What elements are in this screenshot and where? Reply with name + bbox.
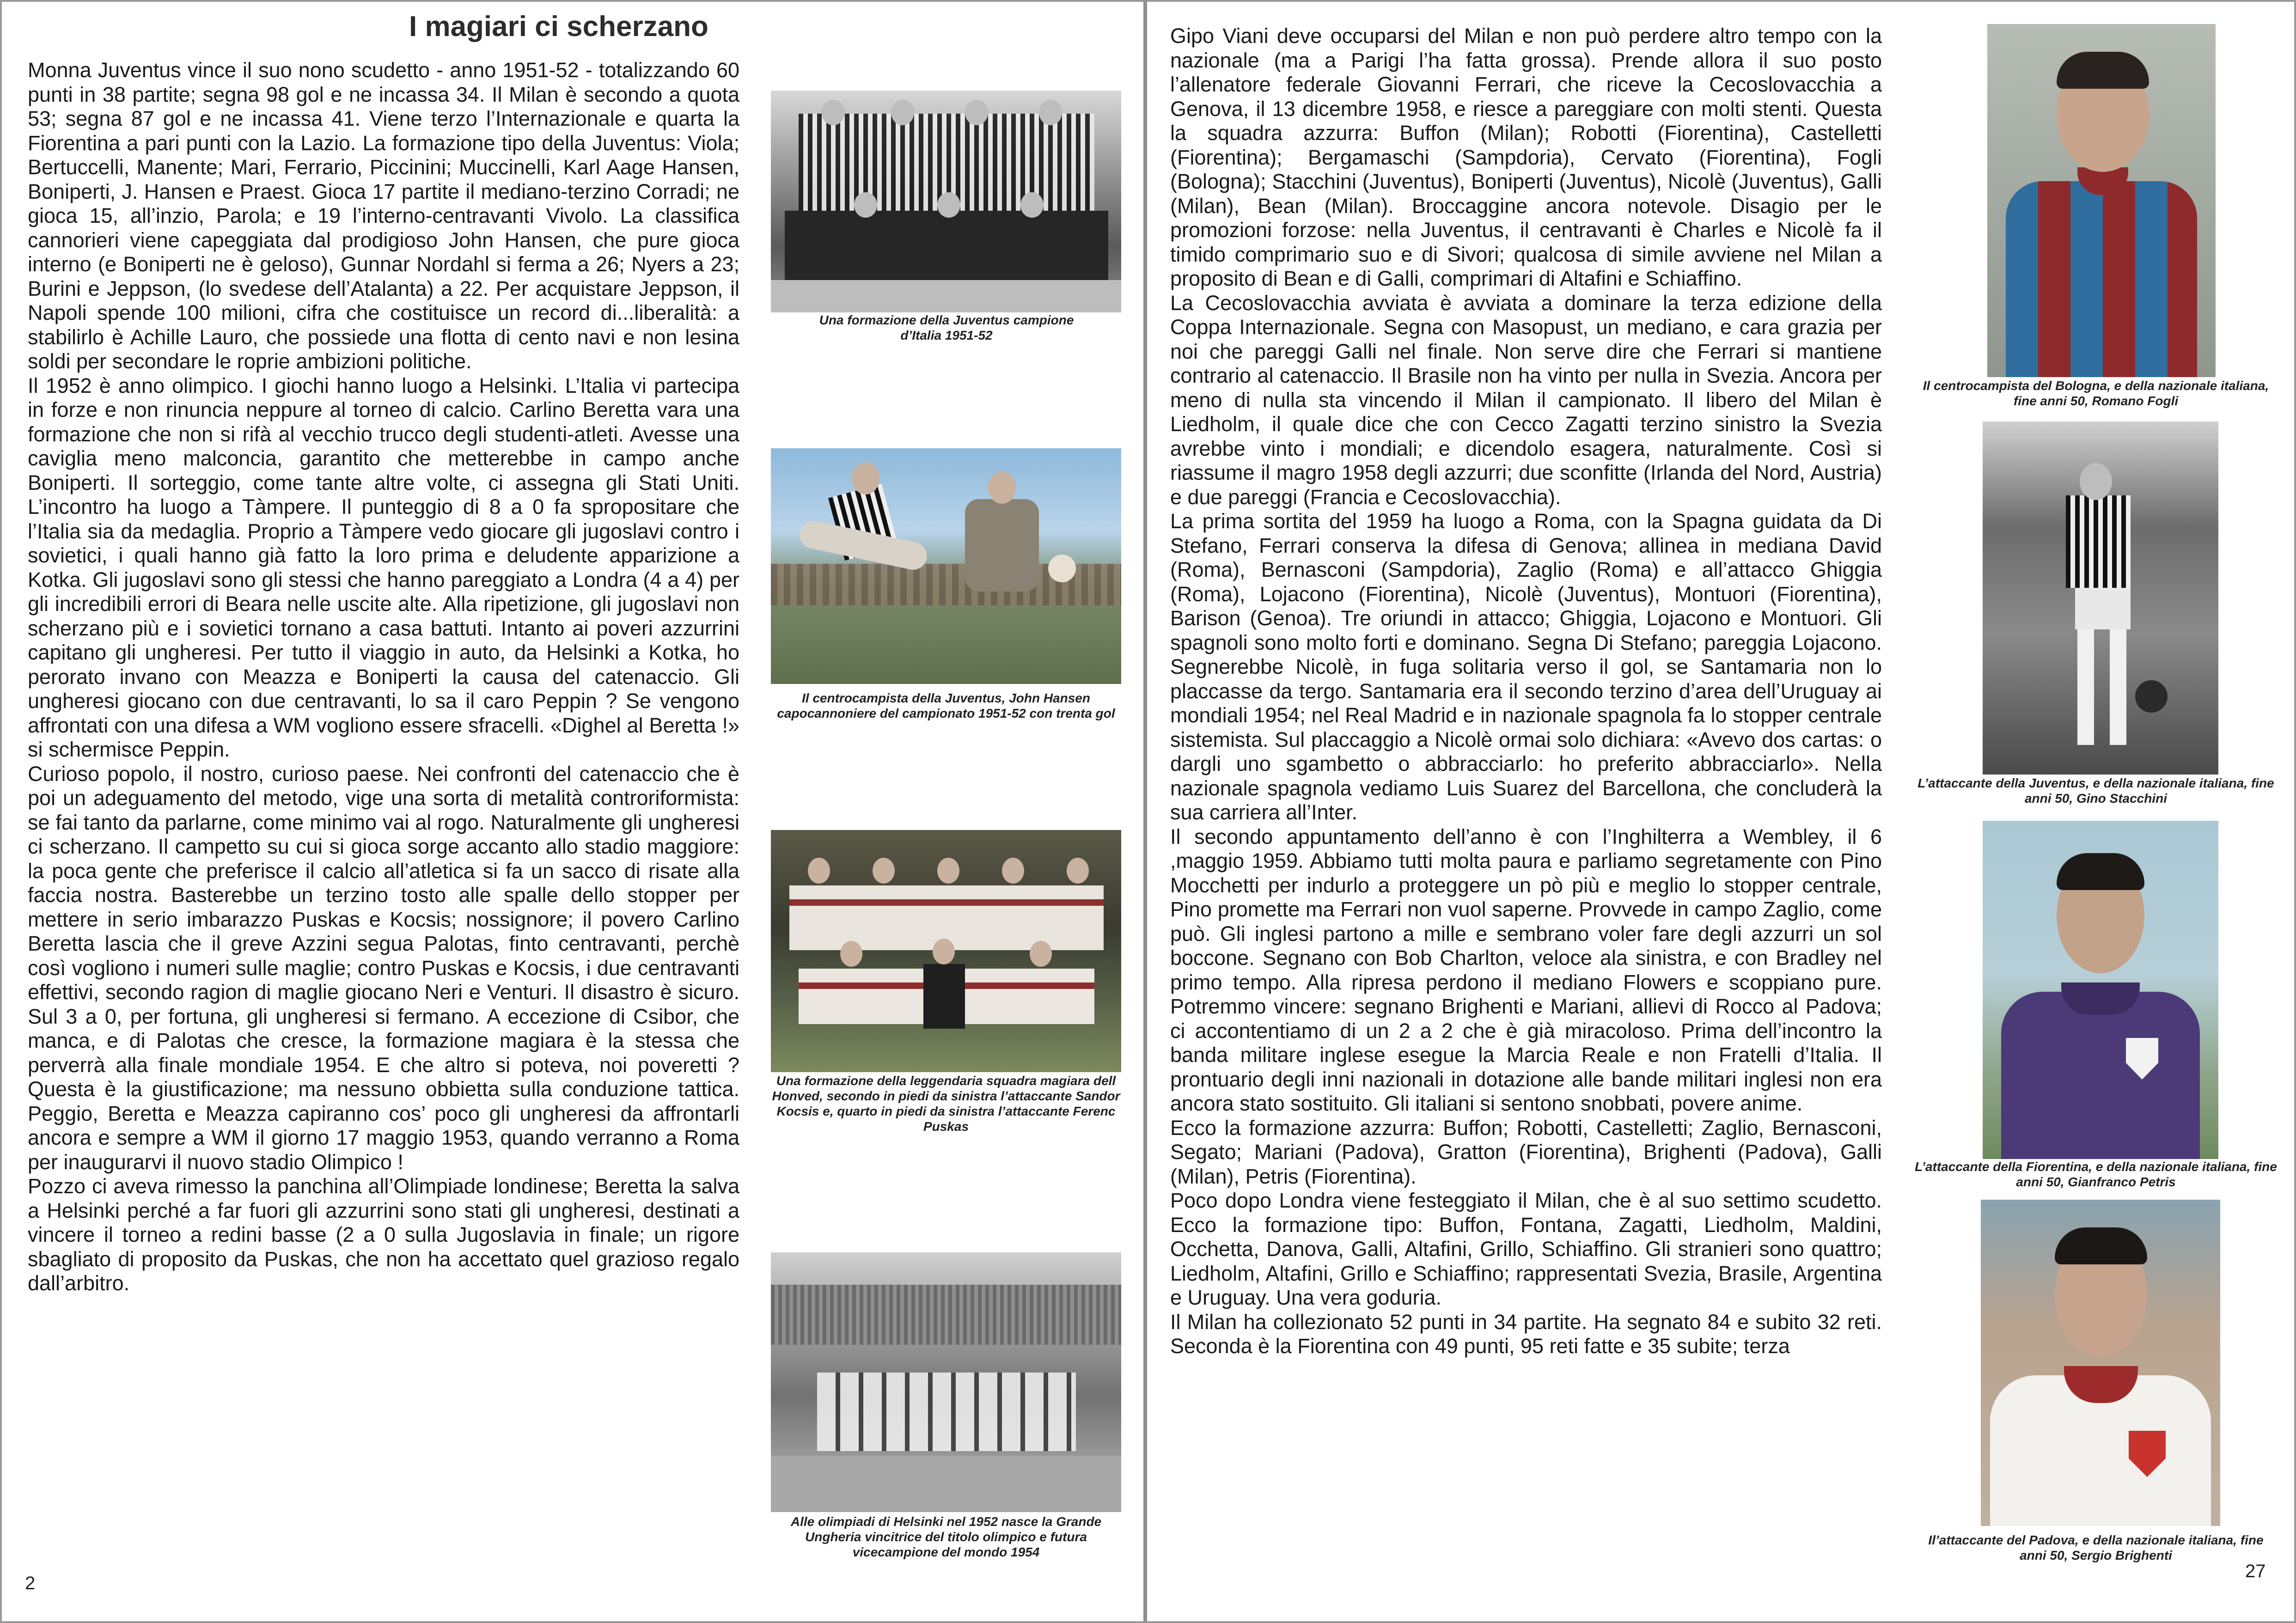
left-paragraph: Curioso popolo, il nostro, curioso paese. Nei confronti del catenaccio che è poi un adeguamento del metodo, vige una sorta di metalità controriformista: se fai tanto da parlarne, come minimo vai al rogo. Naturalmente gli ungheresi ci scherzano. Il campetto su cui si gioca sorge accanto allo stadio maggiore: la poca gente che preferisce il calcio all’atletica si fa un sacco di risate alla faccia nostra. Basterebbe un terzino tosto alle spalle dello stopper per mettere in serio imbarazzo Puskas e Kocsis; nossignore; il povero Carlino Beretta lascia che il greve Azzini segua Palotas, finto centravanti, perchè così vogliono i numeri sulle maglie; contro Puskas e Kocsis, i due centravanti effettivi, secondo ragion di maglie giocano Neri e Venturi. Il disastro è sicuro. Sul 3 a 0, per fortuna, gli ungheresi si fermano. A eccezione di Csibor, che manca, e di Palotas che cresce, la formazione magiara è la stessa che perverrà alla finale mondiale 1954. E che altro si poteva, noi poveretti ? Questa è la giustificazione; ma nessuno obbietta sulla conduzione tattica. Peggio, Beretta e Meazza capiranno cos’ poco gli ungheresi da affrontarli ancora e sempre a WM il giorno 17 maggio 1953, quando verranno a Roma per inaugurarvi il nuovo stadio Olimpico ! [28,762,739,1174]
right-page-body [1170,24,1882,1359]
article-title: I magiari ci scherzano [409,11,708,43]
right-paragraph: La prima sortita del 1959 ha luogo a Roma, con la Spagna guidata da Di Stefano, Ferrari conserva la difesa di Genova; allinea in mediana David (Roma), Bernasconi (Sampdoria), Zaglio (Roma) e all’attacco Ghiggia (Roma), Lojacono (Fiorentina), Nicolè (Juventus), Montuori (Fiorentina), Barison (Genoa). Tre oriundi in attacco; Ghiggia, Lojacono e Montuori. Gli spagnoli sono molto forti e dominano. Segna Di Stefano; pareggia Lojacono. Segnerebbe Nicolè, in fuga solitaria verso il gol, se Santamaria non lo placcasse da tergo. Santamaria era il secondo terzino d’area dell’Uruguay ai mondiali 1954; nel Real Madrid e in nazionale spagnola fa lo stopper centrale sistemista. Sul placcaggio a Nicolè ormai solo dichiara: «Avevo dos cartas: o dargli uno sgambetto o abbracciarlo: ho preferito abbracciarlo». Nella nazionale spagnola vediamo Luis Suarez del Barcellona, che concluderà la sua carriera all’Inter. [1170,509,1882,824]
right-page-number: 27 [2245,1561,2266,1581]
left-paragraph: Pozzo ci aveva rimesso la panchina all’Olimpiade londinese; Beretta la salva a Helsinki perché a far fuori gli azzurrini sono stati gli ungheresi, destinati a vincere il torneo a redini basse (2 a 0 sulla Jugoslavia in finale; un rigore sbagliato di proposito da Puskas, che non ha accettato quel grazioso regalo dall’arbitro. [28,1174,739,1295]
left-paragraph: Monna Juventus vince il suo nono scudetto - anno 1951-52 - totalizzando 60 punti in 38 partite; segna 98 gol e ne incassa 34. Il Milan è secondo a quota 53; segna 87 gol e ne incassa 41. Viene terzo l’Internazionale e quarta la Fiorentina a pari punti con la Lazio. La formazione tipo della Juventus: Viola; Bertuccelli, Manente; Mari, Ferrario, Piccinini; Muccinelli, Karl Aage Hansen, Boniperti, J. Hansen e Praest. Gioca 17 partite il mediano-terzino Corradi; ne gioca 15, all’inzio, Parola; e 19 l’interno-centravanti Vivolo. La classifica cannorieri viene capeggiata dal prodigioso John Hansen, che pure gioca interno (e Boniperti ne è geloso), Gunnar Nordahl si ferma a 26; Nyers a 23; Burini e Jeppson, (lo svedese dell’Atalanta) a 22. Per acquistare Jeppson, il Napoli spende 100 milioni, cifra che costituisce un record di...liberalità: a stabilirlo è Achille Lauro, che possiede una flotta di cento navi e non lesina soldi per secondare le roprie ambizioni politiche. [28,58,739,373]
caption-helsinki-1952: Alle olimpiadi di Helsinki nel 1952 nasce la Grande Ungheria vincitrice del titolo olimpico e futura vicecampione del mondo 1954 [790,1514,1102,1559]
left-page-body [28,58,739,1296]
photo-helsinki-1952 [771,1252,1121,1512]
left-page-number: 2 [25,1573,36,1593]
photo-romano-fogli [1987,24,2216,377]
caption-john-hansen: Il centrocampista della Juventus, John Hansen capocannoniere del campionato 1951-52 con trenta gol [777,691,1115,720]
photo-john-hansen [771,448,1121,684]
right-paragraph: Gipo Viani deve occuparsi del Milan e non può perdere altro tempo con la nazionale (ma a Parigi l’ha fatta grossa). Prende allora il suo posto l’allenatore federale Giovanni Ferrari, che riceve la Cecoslovacchia a Genova, il 13 dicembre 1958, e riesce a pareggiare con molti stenti. Questa la squadra azzurra: Buffon (Milan); Robotti (Fiorentina), Castelletti (Fiorentina); Bergamaschi (Sampdoria), Cervato (Fiorentina), Fogli (Bologna); Stacchini (Juventus), Boniperti (Juventus), Nicolè (Juventus), Galli (Milan), Bean (Milan). Broccaggine ancora notevole. Disagio per le promozioni forzose: nella Juventus, il centravanti è Charles e Nicolè fa il timido comprimario suo e di Sivori; qualcosa di simile avviene nel Milan a proposito di Bean e di Galli, comprimari di Altafini e Schiaffino. [1170,24,1882,290]
photo-honved-team [771,830,1121,1072]
right-paragraph: La Cecoslovacchia avviata è avviata a dominare la terza edizione della Coppa Internazionale. Segna con Masopust, un mediano, e cara grazia per noi che pareggi Galli nel finale. Non serve dire che Ferrari si mantiene contrario al catenaccio. Il Brasile non ha vinto per nulla in Svezia. Ancora per meno di nulla sta vincendo il Milan il campionato. Il libero del Milan è Liedholm, il quale dice che con Cecco Zagatti terzino sinistro la Svezia avrebbe vinto i mondiali; e dicendolo esagera, naturalmente. Così si riassume il magro 1958 degli azzurri; due sconfitte (Irlanda del Nord, Austria) e due pareggi (Francia e Cecoslovacchia). [1170,291,1882,509]
right-paragraph: Il secondo appuntamento dell’anno è con l’Inghilterra a Wembley, il 6 ,maggio 1959. Abbiamo tutti molta paura e parliamo segretamente con Pino Mocchetti per indurlo a proteggere un pò più e meglio lo stopper centrale, Pino promette ma Ferrari non vuol saperne. Provvede in campo Zaglio, come può. Gli inglesi partono a mille e sembrano voler fare degli azzurri un sol boccone. Segnano con Bob Charlton, veloce ala sinistra, e con Bradley nel primo tempo. Alla ripresa perdono il mediano Flowers e scoppiano pure. Potremmo vincere: segnano Brighenti e Mariani, allievi di Rocco al Padova; ci accontentiamo di un 2 a 2 che è già miracoloso. Prima dell’incontro la banda militare inglese esegue la Marcia Reale e non Fratelli d’Italia. Il prontuario degli inni nazionali in dotazione alle bande militari inglesi non era ancora stato sostituito. Gli italiani si sentono snobbati, povere anime. [1170,824,1882,1115]
caption-juventus-team: Una formazione della Juventus campione d’Italia 1951-52 [819,313,1074,342]
right-paragraph: Poco dopo Londra viene festeggiato il Milan, che è al suo settimo scudetto. Ecco la formazione tipo: Buffon, Fontana, Zagatti, Liedholm, Maldini, Occhetta, Danova, Galli, Altafini, Grillo, Schiaffino. Gli stranieri sono quattro; Liedholm, Altafini, Grillo e Schiaffino; rappresentati Svezia, Brasile, Argentina e Uruguay. Una vera goduria. [1170,1189,1882,1309]
photo-sergio-brighenti [1981,1200,2220,1526]
photo-gino-stacchini [1983,421,2218,775]
caption-gino-stacchini: L’attaccante della Juventus, e della nazionale italiana, fine anni 50, Gino Stacchini [1917,776,2274,805]
caption-honved-team: Una formazione della leggendaria squadra magiara dell Honved, secondo in piedi da sinistra l’attaccante Sandor Kocsis e, quarto in piedi da sinistra l’attaccante Ferenc Puskas [772,1074,1120,1134]
caption-sergio-brighenti: Il’attaccante del Padova, e della nazionale italiana, fine anni 50, Sergio Brighenti [1928,1533,2264,1562]
caption-gianfranco-petris: L’attaccante della Fiorentina, e della nazionale italiana, fine anni 50, Gianfranco Petris [1915,1159,2277,1189]
photo-gianfranco-petris [1983,821,2218,1159]
right-paragraph: Il Milan ha collezionato 52 punti in 34 partite. Ha segnato 84 e subito 32 reti. Seconda è la Fiorentina con 49 punti, 95 reti fatte e 35 subite; terza [1170,1310,1882,1358]
page-spine [1143,0,1147,1623]
photo-juventus-team [771,91,1121,312]
caption-romano-fogli: Il centrocampista del Bologna, e della nazionale italiana, fine anni 50, Romano Fogli [1923,378,2269,408]
right-paragraph: Ecco la formazione azzurra: Buffon; Robotti, Castelletti; Zaglio, Bernasconi, Segato; Mariani (Padova), Gratton (Fiorentina), Brighenti (Padova), Galli (Milan), Petris (Fiorentina). [1170,1116,1882,1188]
left-paragraph: Il 1952 è anno olimpico. I giochi hanno luogo a Helsinki. L’Italia vi partecipa in forze e non rinuncia neppure al torneo di calcio. Carlino Beretta vara una formazione che non si rifà al vecchio trucco degli studenti-atleti. Avesse una caviglia meno malconcia, garantito che metterebbe in campo anche Boniperti. Il sorteggio, come tante altre volte, ci assegna gli Stati Uniti. L’incontro ha luogo a Tàmpere. Il punteggio di 8 a 0 fa spropositare che l’Italia sia da medaglia. Proprio a Tàmpere vedo giocare gli jugoslavi contro i sovietici, i quali hanno già fatto la loro prima e deludente apparizione a Kotka. Gli jugoslavi sono gli stessi che hanno pareggiato a Londra (4 a 4) per gli incredibili errori di Beara nelle uscite alte. Alla ripetizione, gli jugoslavi non scherzano più e i sovietici tornano a casa battuti. Intanto ai poveri azzurrini capitano gli ungheresi. Per tutto il viaggio in auto, da Helsinki a Kotka, ho perorato invano con Meazza e Boniperti la causa del catenaccio. Gli ungheresi giocano con due centravanti, lo sa il caro Peppin ? Se vengono affrontati con una difesa a WM vogliono essere sfracelli. «Dighel al Beretta !» si schermisce Peppin. [28,373,739,761]
